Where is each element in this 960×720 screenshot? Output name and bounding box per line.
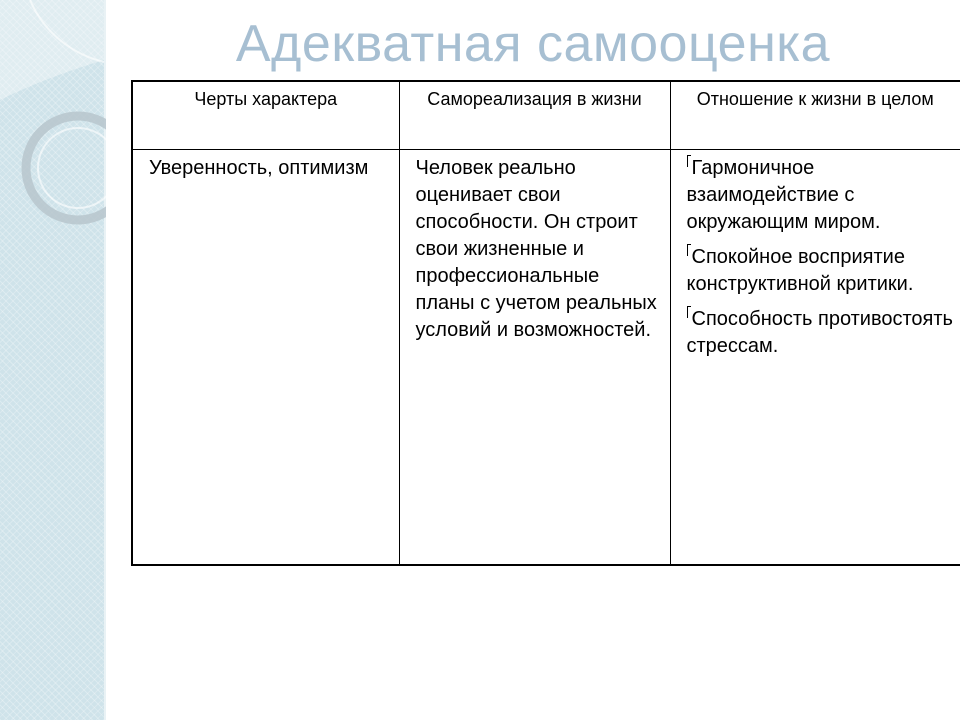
attitude-item-text: Способность противостоять стрессам. [686,308,953,357]
cell-self-realization: Человек реально оценивает свои способности. Он строит свои жизненные и профессиональные планы с учетом реальных условий и возможностей. [399,150,670,566]
list-item [687,306,955,360]
list-item [687,155,955,236]
cell-attitude [670,150,960,566]
attitude-list [687,155,955,360]
table-header-row [132,81,960,150]
bullet-icon [687,155,691,167]
header-self-realization: Самореализация в жизни [399,81,670,150]
decorative-circles [0,0,106,720]
self-esteem-table [131,80,960,566]
list-item [687,244,955,298]
header-traits: Черты характера [132,81,399,150]
attitude-item-text: Гармоничное взаимодействие с окружающим миром. [686,157,881,233]
page-title: Адекватная самооценка [235,15,831,73]
table-row [132,150,960,566]
header-attitude: Отношение к жизни в целом [670,81,960,150]
cell-traits: Уверенность, оптимизм [132,150,399,566]
bullet-icon [687,244,691,256]
attitude-item-text: Спокойное восприятие конструктивной критики. [686,246,914,295]
bullet-icon [687,306,691,318]
